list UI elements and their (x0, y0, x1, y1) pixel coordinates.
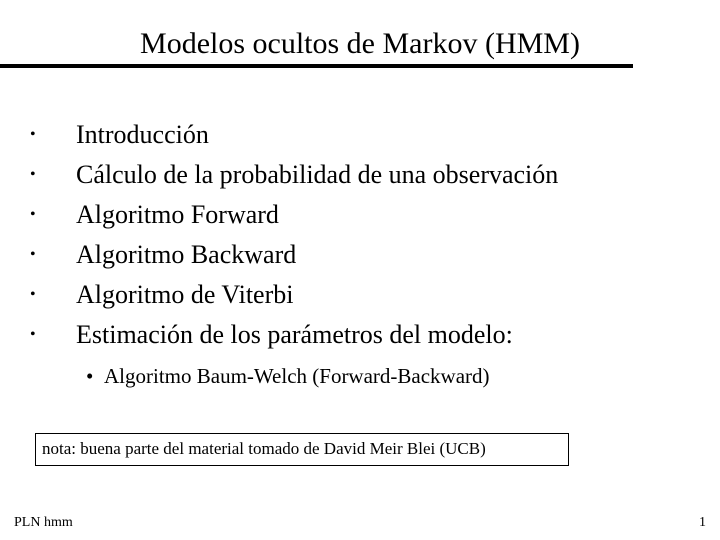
sub-bullet-text: Algoritmo Baum-Welch (Forward-Backward) (104, 364, 490, 388)
note-box: nota: buena parte del material tomado de David Meir Blei (UCB) (35, 433, 569, 466)
bullet-text: Algoritmo Backward (76, 240, 297, 269)
bullet-dot-icon: • (30, 206, 36, 223)
page-number: 1 (699, 515, 706, 530)
bullet-text: Introducción (76, 120, 209, 149)
bullet-dot-icon: • (30, 286, 36, 303)
bullet-text: Cálculo de la probabilidad de una observación (76, 160, 559, 189)
bullet-dot-icon: • (30, 166, 36, 183)
footer-label: PLN hmm (14, 515, 73, 530)
sub-bullet-item (86, 360, 490, 392)
bullet-text: Algoritmo de Viterbi (76, 280, 294, 309)
slide-title: Modelos ocultos de Markov (HMM) (140, 27, 580, 60)
bullet-dot-icon: • (30, 246, 36, 263)
bullet-dot-icon: • (30, 126, 36, 143)
title-underline (0, 64, 633, 68)
sub-bullet-dot-icon: • (86, 364, 94, 388)
bullet-text: Estimación de los parámetros del modelo: (76, 320, 513, 349)
bullet-dot-icon: • (30, 326, 36, 343)
bullet-text: Algoritmo Forward (76, 200, 279, 229)
